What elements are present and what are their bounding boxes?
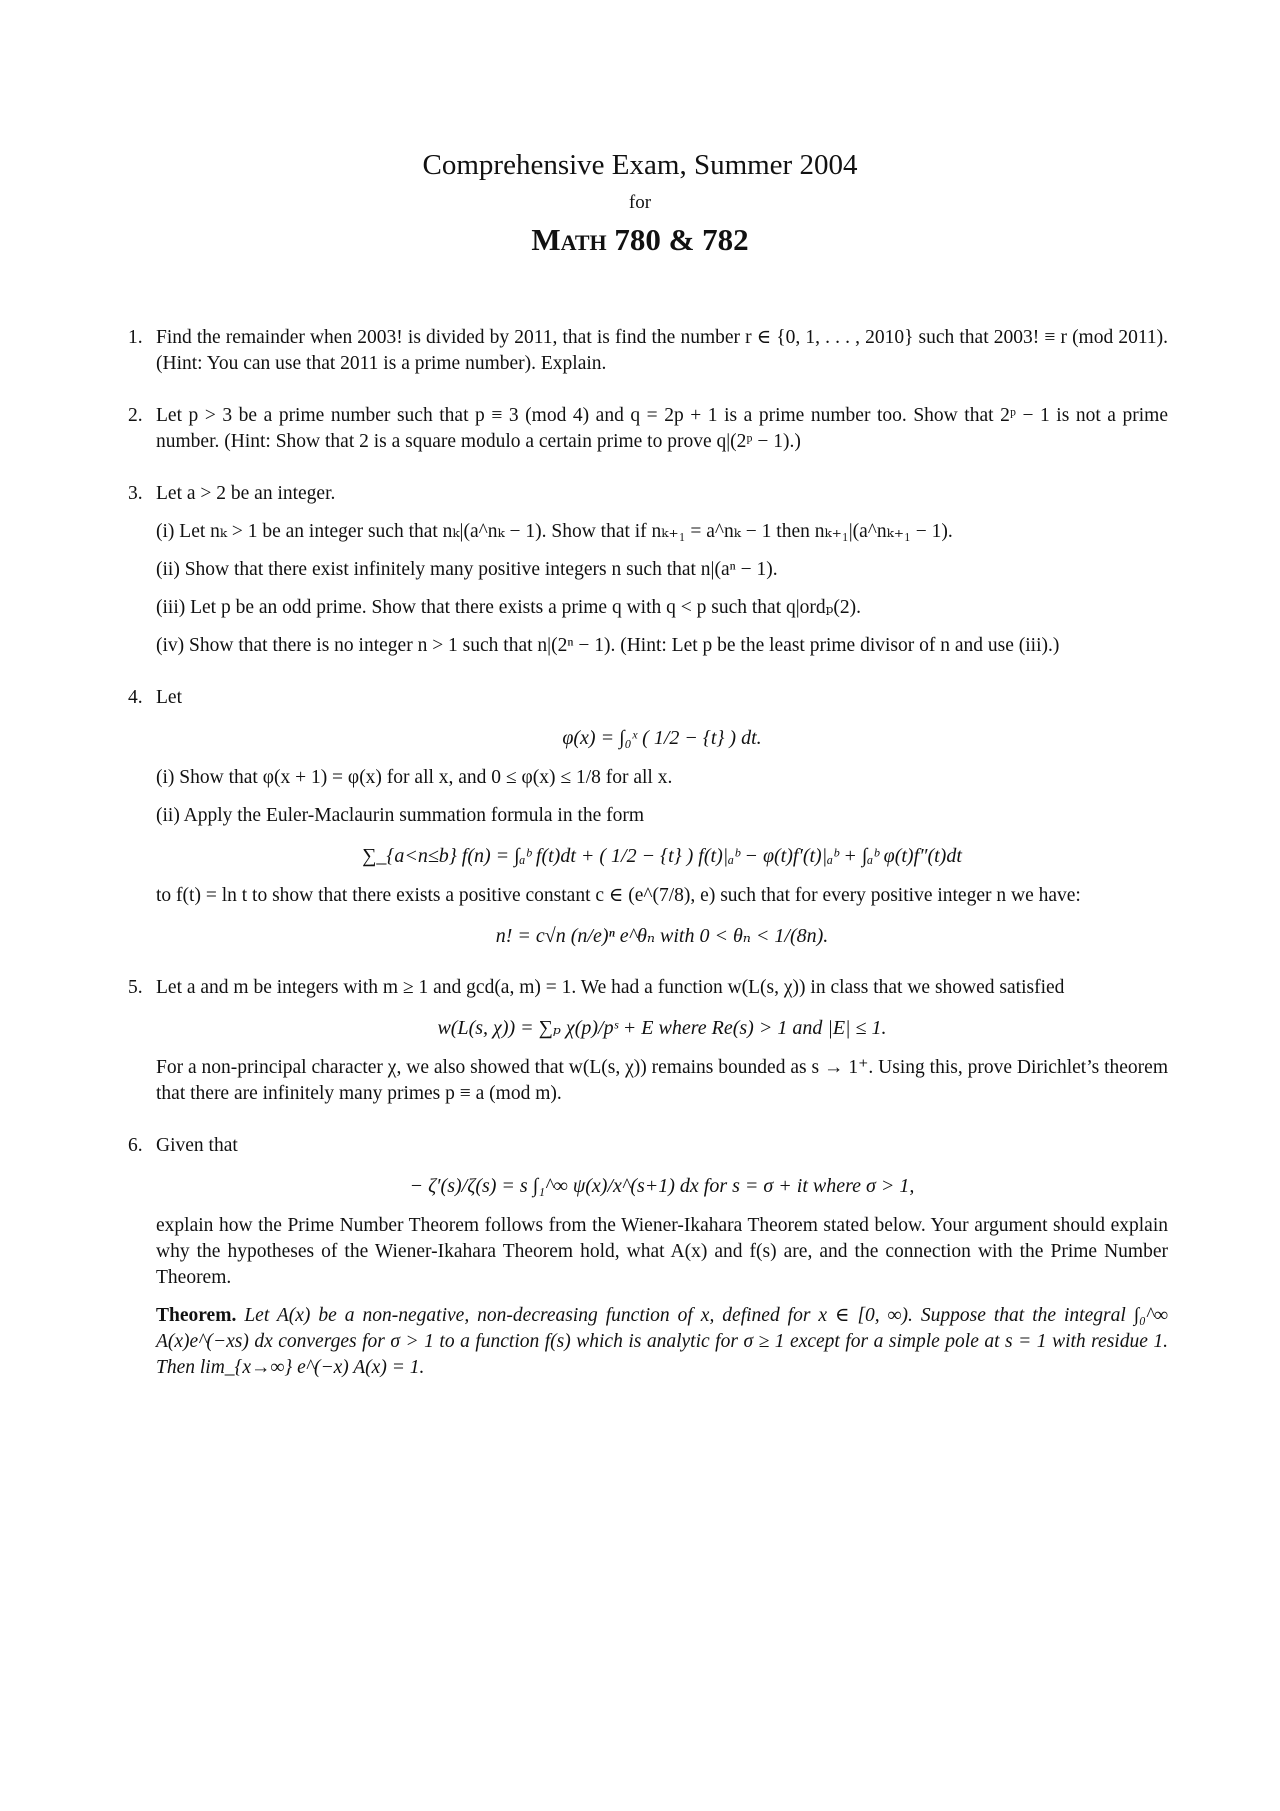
problem-5 [128,975,1168,1107]
problem-number: 6. [128,1135,143,1156]
problem-text: Find the remainder when 2003! is divided by 2011, that is find the number r ∈ {0, 1, . . . , 2010} such that 2003! ≡ r (mod 2011). (Hint: You can use that 2011 is a prime number). Explain. [156,327,1168,374]
problem-number: 5. [128,977,143,998]
theorem [156,1303,1168,1381]
problem-number: 2. [128,405,143,426]
problem-3 [128,481,1168,659]
display-equation: − ζ′(s)/ζ(s) = s ∫₁^∞ ψ(x)/x^(s+1) dx for s = σ + it where σ > 1, [409,1175,915,1197]
problem-1 [128,325,1168,377]
theorem-text: Let A(x) be a non-negative, non-decreasing function of x, defined for x ∈ [0, ∞). Suppose that the integral ∫₀^∞ A(x)e^(−xs) dx converges for σ > 1 to a function f(s) which is analytic for σ ≥ 1 except for a simple pole at s = 1 with residue 1. Then lim_{x→∞} e^(−x) A(x) = 1. [156,1305,1168,1378]
problem-number: 4. [128,687,143,708]
problem-text: Let [156,687,182,708]
display-equation: w(L(s, χ)) = ∑ₚ χ(p)/pˢ + E where Re(s) > 1 and |E| ≤ 1. [437,1017,887,1039]
course-name: Math 780 & 782 [531,222,749,257]
display-equation: ∑_{a<n≤b} f(n) = ∫ₐᵇ f(t)dt + ( 1/2 − {t} ) f(t)|ₐᵇ − φ(t)f′(t)|ₐᵇ + ∫ₐᵇ φ(t)f″(t)dt [362,845,962,867]
exam-title: Comprehensive Exam, Summer 2004 [422,149,858,181]
problem-text-continued: For a non-principal character χ, we also showed that w(L(s, χ)) remains bounded as s → 1⁺. Using this, prove Dirichlet’s theorem that there are infinitely many primes p ≡ a (mod m). [156,1057,1168,1104]
problem-part: (i) Let nₖ > 1 be an integer such that nₖ|(a^nₖ − 1). Show that if nₖ₊₁ = a^nₖ − 1 then nₖ₊₁|(a^nₖ₊₁ − 1). [156,521,953,542]
exam-header [0,148,1280,260]
problem-text: Let a and m be integers with m ≥ 1 and gcd(a, m) = 1. We had a function w(L(s, χ)) in class that we showed satisfied [156,977,1065,998]
display-equation: φ(x) = ∫₀ˣ ( 1/2 − {t} ) dt. [562,727,762,749]
problem-part: (iv) Show that there is no integer n > 1 such that n|(2ⁿ − 1). (Hint: Let p be the least prime divisor of n and use (iii).) [156,635,1060,656]
problem-part: to f(t) = ln t to show that there exists a positive constant c ∈ (e^(7/8), e) such that for every positive integer n we have: [156,885,1081,906]
problem-part: (ii) Show that there exist infinitely many positive integers n such that n|(aⁿ − 1). [156,559,778,580]
problem-part: (i) Show that φ(x + 1) = φ(x) for all x, and 0 ≤ φ(x) ≤ 1/8 for all x. [156,767,673,788]
display-equation: n! = c√n (n/e)ⁿ e^θₙ with 0 < θₙ < 1/(8n). [495,925,829,947]
problem-number: 1. [128,327,143,348]
problem-2 [128,403,1168,455]
exam-for-line: for [628,192,652,213]
problem-part: (ii) Apply the Euler-Maclaurin summation formula in the form [156,805,645,826]
problem-text-continued: explain how the Prime Number Theorem follows from the Wiener-Ikahara Theorem stated below. Your argument should explain why the hypotheses of the Wiener-Ikahara Theorem hold, what A(x) and f(s) are, and the connection with the Prime Number Theorem. [156,1215,1168,1288]
problem-text: Let p > 3 be a prime number such that p ≡ 3 (mod 4) and q = 2p + 1 is a prime number too. Show that 2ᵖ − 1 is not a prime number. (Hint: Show that 2 is a square modulo a certain prime to prove q|(2ᵖ − 1).) [156,405,1168,452]
problem-number: 3. [128,483,143,504]
problem-list [128,325,1168,1407]
problem-4 [128,685,1168,949]
problem-6 [128,1133,1168,1381]
problem-text: Given that [156,1135,238,1156]
theorem-label: Theorem. [156,1305,237,1326]
problem-text: Let a > 2 be an integer. [156,483,336,504]
problem-part: (iii) Let p be an odd prime. Show that there exists a prime q with q < p such that q|ordₚ(2). [156,597,862,618]
